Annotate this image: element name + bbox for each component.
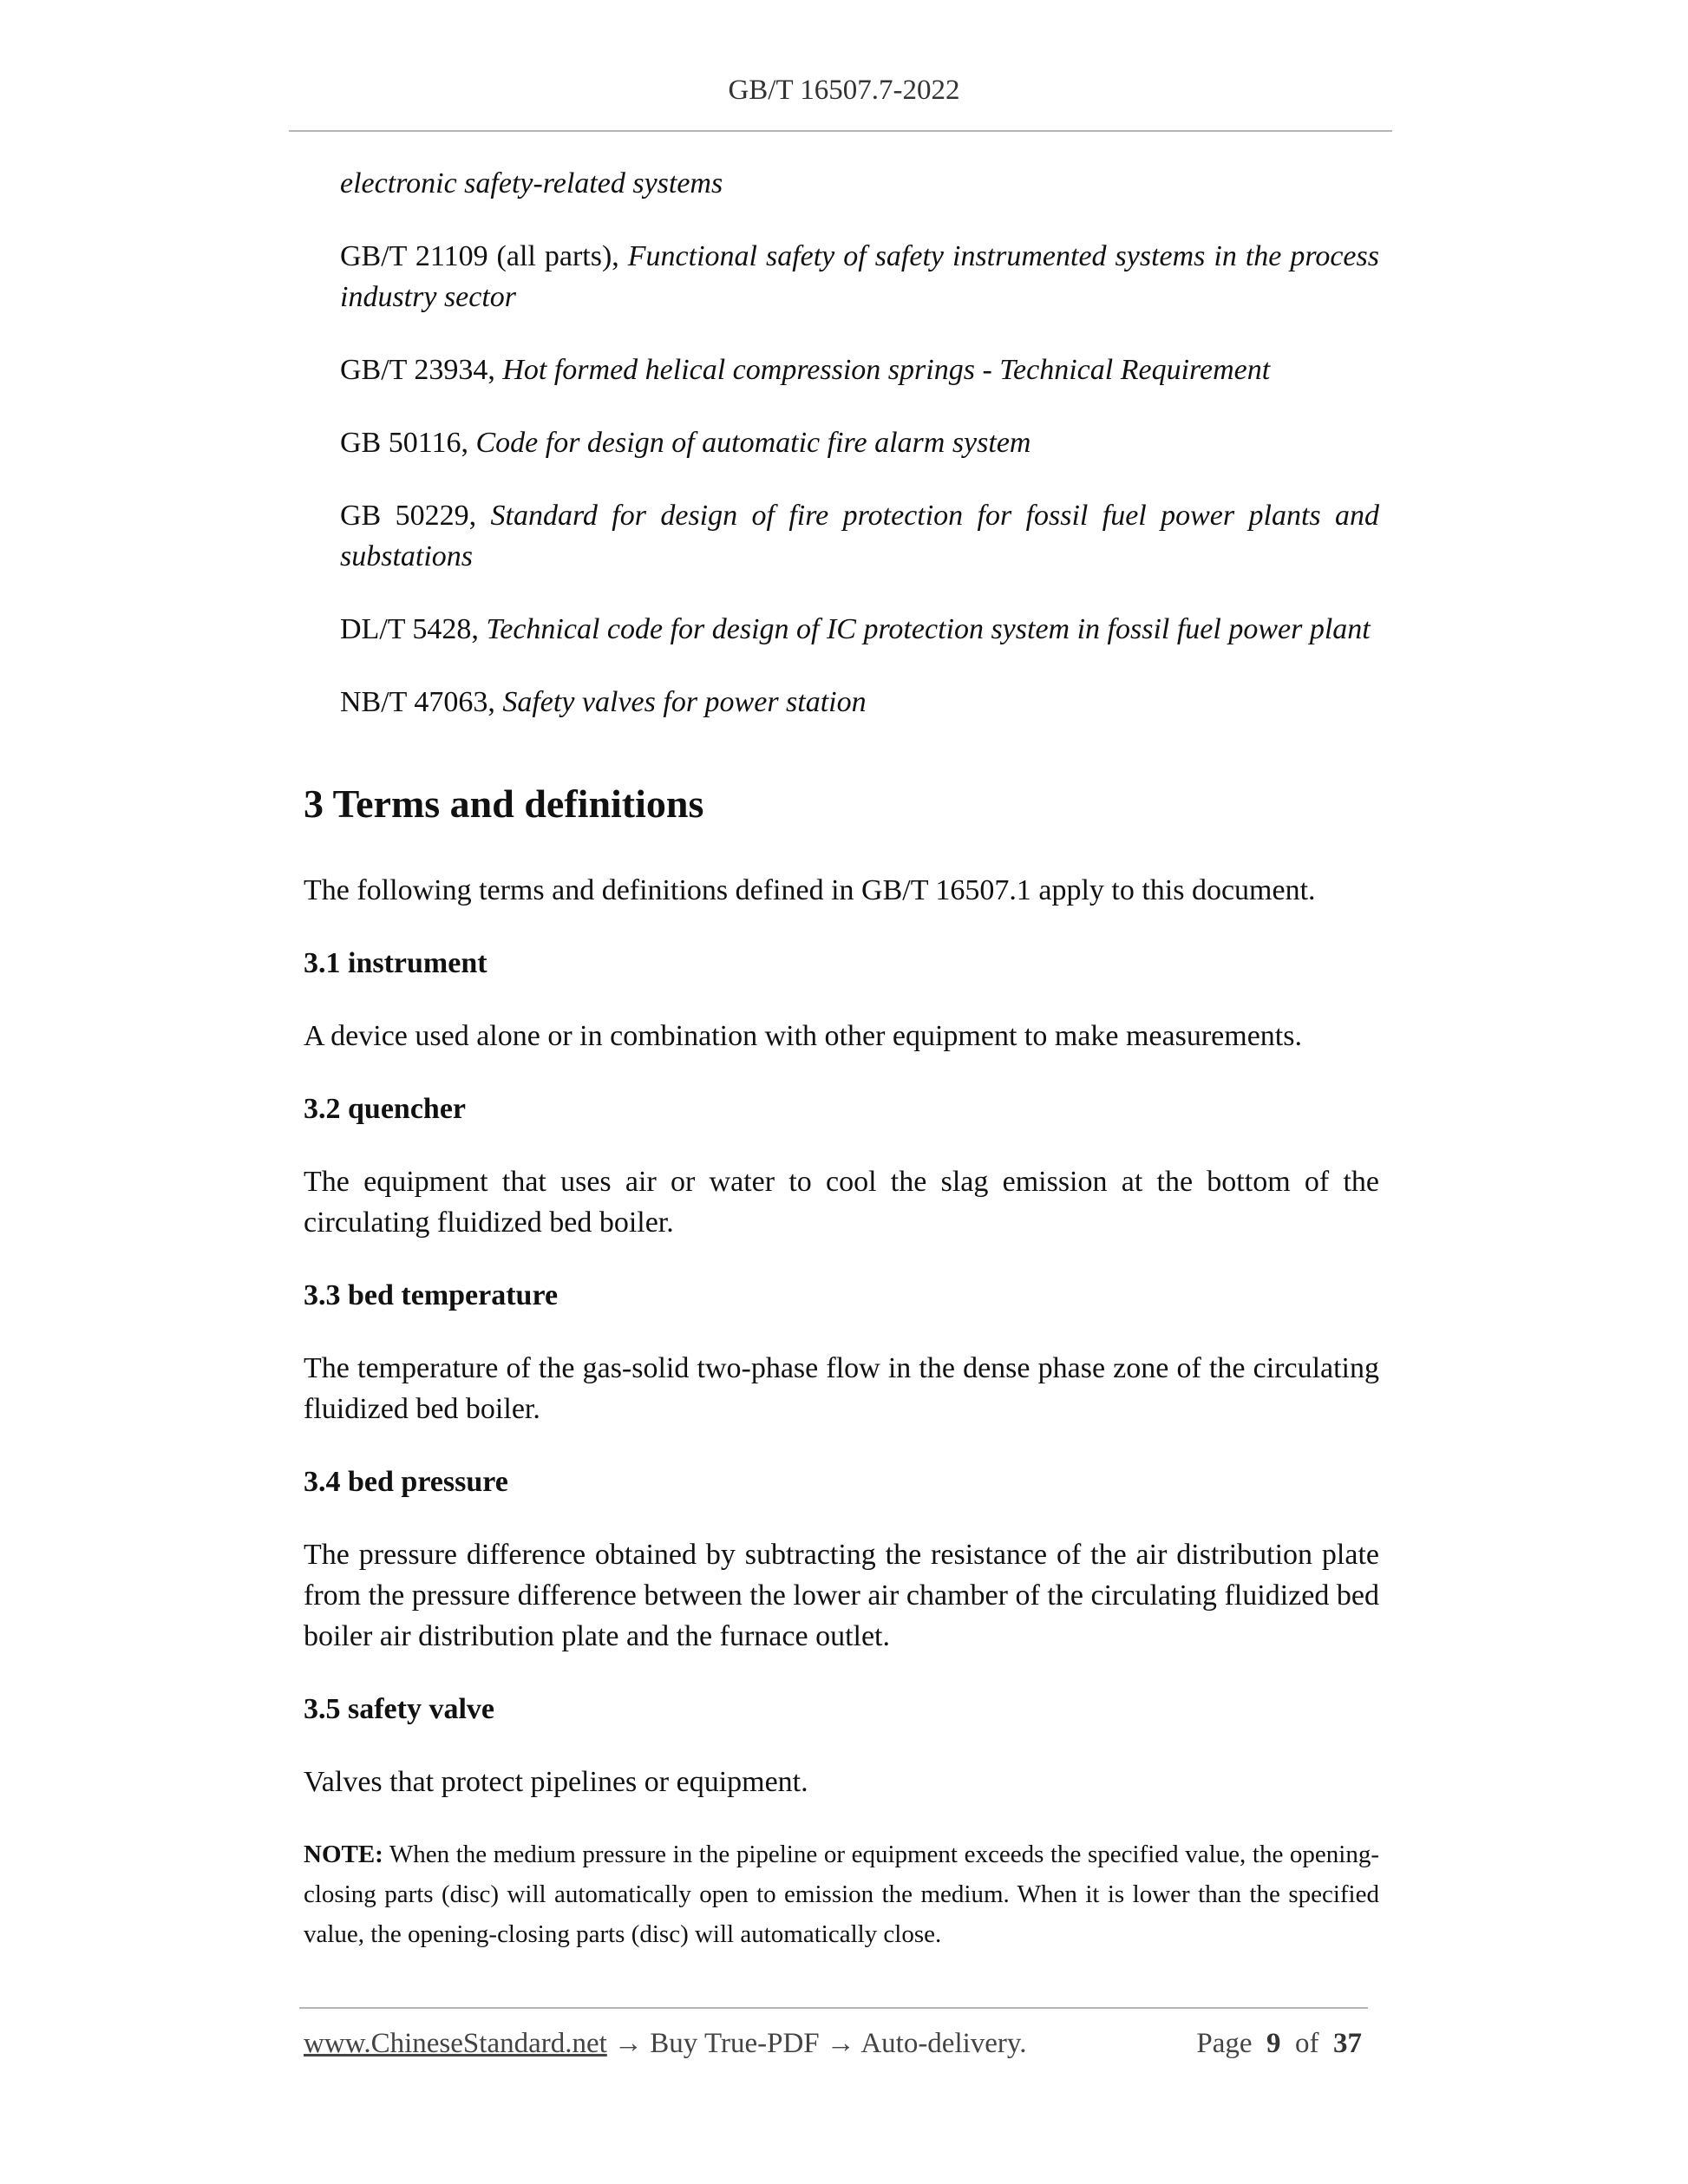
- arrow-icon: →: [606, 2028, 651, 2059]
- reference-item: [304, 163, 1379, 204]
- term-title: 3.1 instrument: [304, 947, 487, 979]
- reference-code: DL/T 5428,: [340, 613, 487, 645]
- term-title: 3.2 quencher: [304, 1093, 466, 1125]
- section-intro: The following terms and definitions defined in GB/T 16507.1 apply to this document.: [304, 874, 1316, 906]
- page-label: Page: [1196, 2028, 1253, 2059]
- document-number-header: GB/T 16507.7-2022: [728, 75, 960, 106]
- term-definition: The temperature of the gas-solid two-phase flow in the dense phase zone of the circulating fluidized bed boiler.: [304, 1352, 1379, 1425]
- term-title: 3.4 bed pressure: [304, 1466, 508, 1498]
- page-footer: [304, 2028, 1371, 2060]
- total-page-number: 37: [1333, 2028, 1362, 2059]
- note-text: When the medium pressure in the pipeline or equipment exceeds the specified value, the opening-closing parts (disc) will automatically open to emission the medium. When it is lower than the specified value, the opening-closing parts (disc) will automatically close.: [304, 1841, 1379, 1948]
- reference-item: [304, 350, 1379, 390]
- reference-title: Standard for design of fire protection for fossil fuel power plants and substations: [340, 500, 1380, 572]
- note-label: NOTE:: [304, 1841, 383, 1868]
- page-of-label: of: [1295, 2028, 1319, 2059]
- arrow-icon: →: [819, 2028, 861, 2059]
- reference-title: electronic safety-related systems: [340, 167, 723, 199]
- footer-divider: [299, 2007, 1368, 2009]
- reference-title: Hot formed helical compression springs - Technical Requirement: [502, 354, 1271, 386]
- buy-pdf-text: Buy True-PDF: [650, 2028, 820, 2059]
- page-content: [304, 156, 1379, 1954]
- reference-item: [304, 495, 1379, 577]
- reference-code: GB/T 21109 (all parts),: [340, 240, 628, 272]
- section-heading: 3 Terms and definitions: [304, 781, 704, 826]
- term-definition: Valves that protect pipelines or equipment.: [304, 1766, 808, 1798]
- page-indicator: [1196, 2028, 1362, 2060]
- term-title: 3.3 bed temperature: [304, 1279, 559, 1311]
- website-link[interactable]: www.ChineseStandard.net: [304, 2028, 607, 2059]
- reference-item: [304, 609, 1379, 650]
- reference-code: GB 50229,: [340, 500, 491, 532]
- term-definition: The equipment that uses air or water to cool the slag emission at the bottom of the circulating fluidized bed boiler.: [304, 1166, 1379, 1239]
- reference-item: [304, 682, 1379, 723]
- note-paragraph: [304, 1834, 1379, 1954]
- auto-delivery-text: Auto-delivery.: [860, 2028, 1027, 2059]
- term-definition: The pressure difference obtained by subtracting the resistance of the air distribution plate from the pressure difference between the lower air chamber of the circulating fluidized bed boiler air distribution plate and the furnace outlet.: [304, 1539, 1379, 1652]
- current-page-number: 9: [1266, 2028, 1281, 2059]
- term-title: 3.5 safety valve: [304, 1693, 495, 1725]
- reference-code: GB 50116,: [340, 427, 476, 459]
- reference-code: NB/T 47063,: [340, 686, 503, 718]
- term-definition: A device used alone or in combination with other equipment to make measurements.: [304, 1020, 1302, 1052]
- reference-item: [304, 422, 1379, 463]
- reference-title: Functional safety of safety instrumented systems in the process industry sector: [340, 240, 1379, 313]
- reference-title: Safety valves for power station: [502, 686, 867, 718]
- reference-title: Technical code for design of IC protection system in fossil fuel power plant: [486, 613, 1371, 645]
- reference-item: [304, 236, 1379, 317]
- header-divider: [289, 130, 1392, 132]
- reference-code: GB/T 23934,: [340, 354, 503, 386]
- reference-title: Code for design of automatic fire alarm system: [475, 427, 1031, 459]
